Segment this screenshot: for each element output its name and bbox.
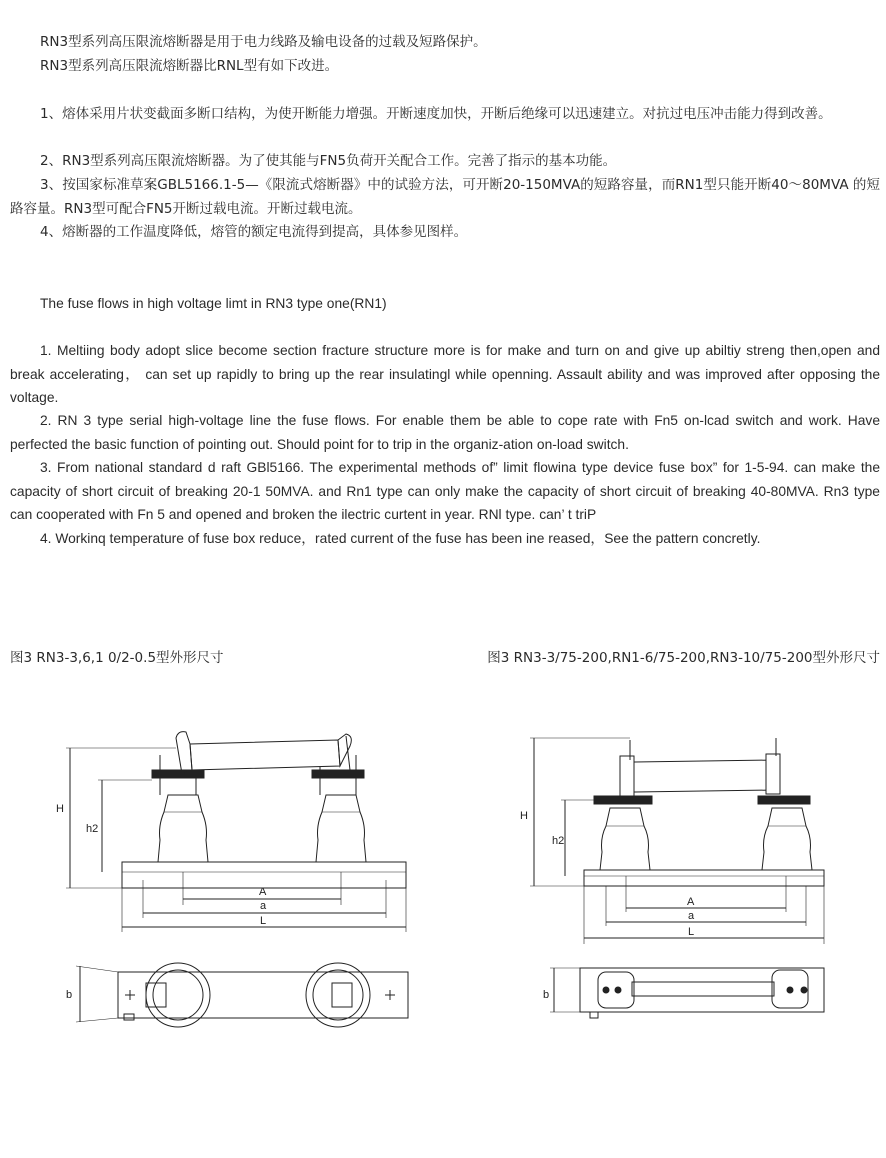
cn-intro-line-1: RN3型系列高压限流熔断器是用于电力线路及输电设备的过载及短路保护。 [40,34,487,50]
en-heading: The fuse flows in high voltage limt in RN3 type one(RN1) [40,296,387,311]
left-label-a: a [260,900,267,912]
en-item-1: 1. Meltiing body adopt slice become section fracture structure more is for make and turn on and give up abiltiy streng then,open and break accelerating， can set up rapidly to bring up the rear insulatingl while openning. Assault ability and was improved after opposing the voltage. [10,343,880,405]
left-label-A: A [259,886,267,898]
en-item-2: 2. RN 3 type serial high-voltage line the fuse flows. For enable them be able to cope rate with Fn5 on-lcad switch and work. Have perfected the basic function of pointing out. Should point for to trip in the organiz-ation on-load switch. [10,413,880,452]
cn-intro-line-2: RN3型系列高压限流熔断器比RNL型有如下改进。 [40,58,339,74]
left-label-h2: h2 [86,823,99,835]
cn-item-1: 1、熔体采用片状变截面多断口结构，为使开断能力增强。开断速度加快，开断后绝缘可以迅速建立。对抗过电压冲击能力得到改善。 [40,106,832,122]
cn-item-2: 2、RN3型系列高压限流熔断器。为了使其能与FN5负荷开关配合工作。完善了指示的基本功能。 [40,153,617,169]
cn-item-4: 4、熔断器的工作温度降低，熔管的额定电流得到提高，具体参见图样。 [40,224,468,240]
cn-item-3: 3、按国家标准草案GBL5166.1-5—《限流式熔断器》中的试验方法，可开断20-150MVA的短路容量，而RN1型只能开断40～80MVA 的短路容量。RN3型可配合FN5开断过载电流。开断过载电流。 [10,177,880,217]
left-label-L: L [260,915,267,927]
right-label-L: L [688,926,695,938]
en-item-3: 3. From national standard d raft GBl5166. The experimental methods of” limit flowina type device fuse box” for 1-5-94. can make the capacity of short circuit of breaking 20-1 50MVA. and Rn1 type can only make the capacity of short circuit of breaking 40-80MVA. Rn3 type can cooperated with Fn 5 and opened and broken the ilectric curtent in year. RNl type. can’ t triP [10,460,880,522]
right-label-a: a [688,910,695,922]
left-figure-caption: 图3 RN3-3,6,1 0/2-0.5型外形尺寸 [10,650,224,666]
right-figure-caption: 图3 RN3-3/75-200,RN1-6/75-200,RN3-10/75-200型外形尺寸 [487,650,880,666]
right-label-b: b [543,989,550,1001]
en-item-4: 4. Workinq temperature of fuse box reduce，rated current of the fuse has been ine reased，See the pattern concretly. [40,531,761,546]
right-label-A: A [687,896,695,908]
right-label-h2: h2 [552,835,565,847]
right-label-H: H [520,810,528,822]
left-label-H: H [56,803,64,815]
left-label-b: b [66,989,73,1001]
